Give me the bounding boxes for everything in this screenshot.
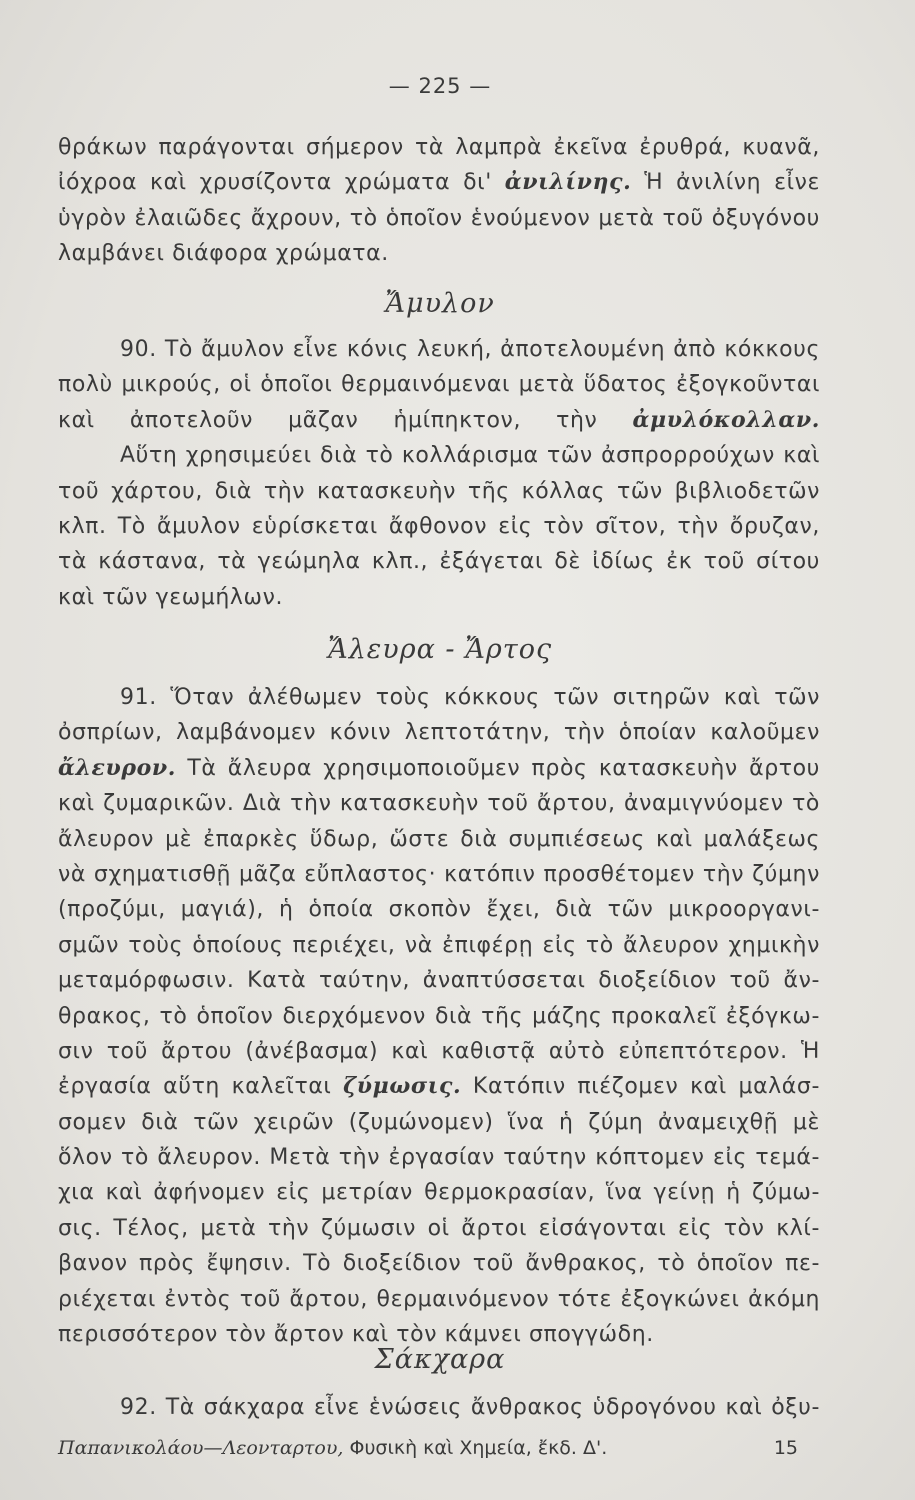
paragraph-92-sakchara <box>58 1390 820 1425</box>
text-line: (προζύμι, μαγιά), ἡ ὁποία σκοπὸν ἔχει, διὰ τῶν μικροοργανι- <box>58 897 820 923</box>
text-line: ριέχεται ἐντὸς τοῦ ἄρτου, θερμαινόμενον τότε ἐξογκώνει ἀκόμη <box>58 1286 820 1312</box>
text-line: βανον πρὸς ἔψησιν. Τὸ διοξείδιον τοῦ ἄνθρακος, τὸ ὁποῖον πε- <box>58 1251 820 1277</box>
text-line: 91. Ὅταν ἀλέθωμεν τοὺς κόκκους τῶν σιτηρῶν καὶ τῶν <box>120 685 820 710</box>
text-line: Αὕτη χρησιμεύει διὰ τὸ κολλάρισμα τῶν ἀσπρορρούχων καὶ <box>120 443 820 469</box>
text-line: σις. Τέλος, μετὰ τὴν ζύμωσιν οἱ ἄρτοι εἰσάγονται εἰς τὸν κλί- <box>58 1215 820 1241</box>
text-line: ἰόχροα καὶ χρυσίζοντα χρώματα δι' ἀνιλίνης. Ἡ ἀνιλίνη εἶνε <box>58 169 820 196</box>
text-line: καὶ ἀποτελοῦν μᾶζαν ἡμίπηκτον, τὴν ἀμυλόκολλαν. <box>58 406 820 433</box>
footer-signature-mark: 15 <box>773 1437 798 1459</box>
emphasized-term: ζύμωσις. <box>343 1073 462 1100</box>
text-line: πολὺ μικρούς, οἱ ὁποῖοι θερμαινόμεναι μετὰ ὕδατος ἐξογκοῦνται <box>58 372 820 398</box>
emphasized-term: ἀμυλόκολλαν. <box>632 406 820 433</box>
text-line: μεταμόρφωσιν. Κατὰ ταύτην, ἀναπτύσσεται διοξείδιον τοῦ ἄν- <box>58 968 820 994</box>
text-line: τοῦ χάρτου, διὰ τὴν κατασκευὴν τῆς κόλλας τῶν βιβλιοδετῶν <box>58 478 820 504</box>
text-line: ὀσπρίων, λαμβάνομεν κόνιν λεπτοτάτην, τὴν ὁποίαν καλοῦμεν <box>58 720 820 746</box>
section-heading-aleura-artos: Ἄλευρα - Ἄρτος <box>327 634 553 665</box>
text-line: χια καὶ ἀφήνομεν εἰς μετρίαν θερμοκρασίαν, ἵνα γείνῃ ἡ ζύμω- <box>58 1180 820 1206</box>
section-heading-sakchara: Σάκχαρα <box>374 1344 506 1375</box>
text-line: σμῶν τοὺς ὁποίους περιέχει, νὰ ἐπιφέρῃ εἰς τὸ ἄλευρον χημικὴν <box>58 932 820 958</box>
text-line: κλπ. Τὸ ἄμυλον εὑρίσκεται ἄφθονον εἰς τὸν σῖτον, τὴν ὄρυζαν, <box>58 513 820 539</box>
text-line: καὶ ζυμαρικῶν. Διὰ τὴν κατασκευὴν τοῦ ἄρτου, ἀναμιγνύομεν τὸ <box>58 791 820 817</box>
emphasized-term: ἀνιλίνης. <box>504 169 632 196</box>
text-line: σομεν διὰ τῶν χειρῶν (ζυμώνομεν) ἵνα ἡ ζύμη ἀναμειχθῇ μὲ <box>58 1109 820 1135</box>
text-line: ἄλευρον μὲ ἐπαρκὲς ὕδωρ, ὥστε διὰ συμπιέσεως καὶ μαλάξεως <box>58 826 820 852</box>
text-line: λαμβάνει διάφορα χρώματα. <box>58 241 389 267</box>
paragraph-91-aleura <box>58 680 820 1352</box>
paragraph-anilines <box>58 130 820 272</box>
section-heading-amylon: Ἄμυλον <box>385 288 495 319</box>
text-line: σιν τοῦ ἄρτου (ἀνέβασμα) καὶ καθιστᾷ αὐτὸ εὐπεπτότερον. Ἡ <box>58 1038 820 1064</box>
footer-title: Φυσικὴ καὶ Χημεία, ἔκδ. Δ'. <box>349 1437 608 1459</box>
text-line: θράκων παράγονται σήμερον τὰ λαμπρὰ ἐκεῖνα ἐρυθρά, κυανᾶ, <box>58 135 820 160</box>
text-line: ἄλευρον. Τὰ ἄλευρα χρησιμοποιοῦμεν πρὸς κατασκευὴν ἄρτου <box>58 754 820 781</box>
footer-citation: Παπανικολάου—Λεονταρτου, <box>58 1437 344 1459</box>
text-line: 90. Τὸ ἄμυλον εἶνε κόνις λευκή, ἀποτελουμένη ἀπὸ κόκκους <box>120 337 820 362</box>
text-line: νὰ σχηματισθῇ μᾶζα εὔπλαστος· κατόπιν προσθέτομεν τὴν ζύμην <box>58 861 820 887</box>
text-line: ὑγρὸν ἐλαιῶδες ἄχρουν, τὸ ὁποῖον ἑνούμενον μετὰ τοῦ ὀξυγόνου <box>58 205 820 231</box>
page-footer <box>58 1433 820 1463</box>
paragraph-90-amylon <box>58 332 820 615</box>
text-line: 92. Τὰ σάκχαρα εἶνε ἑνώσεις ἄνθρακος ὑδρογόνου καὶ ὀξυ- <box>120 1395 820 1420</box>
text-line: περισσότερον τὸν ἄρτον καὶ τὸν κάμνει σπογγώδη. <box>58 1322 654 1348</box>
page-number: — 225 — <box>388 74 492 98</box>
text-line: τὰ κάστανα, τὰ γεώμηλα κλπ., ἐξάγεται δὲ ἰδίως ἐκ τοῦ σίτου <box>58 549 820 575</box>
text-line: καὶ τῶν γεωμήλων. <box>58 584 284 610</box>
text-line: ὅλον τὸ ἄλευρον. Μετὰ τὴν ἐργασίαν ταύτην κόπτομεν εἰς τεμά- <box>58 1145 820 1171</box>
text-line: θρακος, τὸ ὁποῖον διερχόμενον διὰ τῆς μάζης προκαλεῖ ἐξόγκω- <box>58 1003 820 1029</box>
text-line: ἐργασία αὕτη καλεῖται ζύμωσις. Κατόπιν πιέζομεν καὶ μαλάσ- <box>58 1073 820 1100</box>
emphasized-term: ἄλευρον. <box>58 754 177 781</box>
